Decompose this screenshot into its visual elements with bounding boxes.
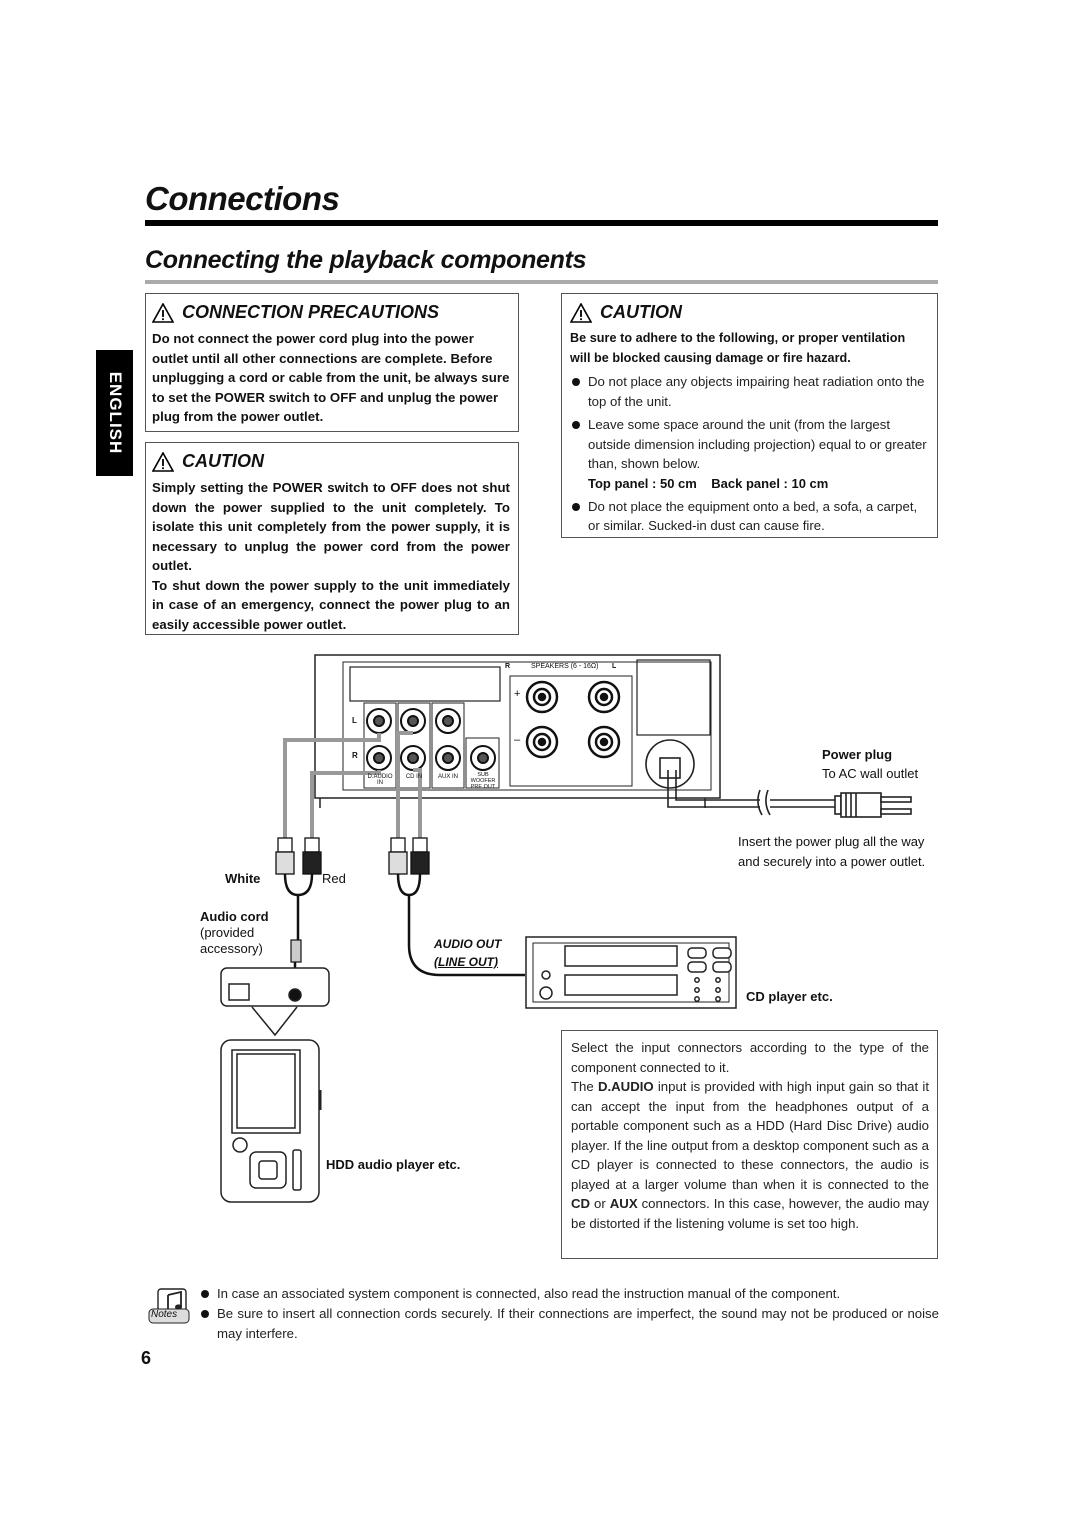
input-info-box bbox=[561, 1030, 938, 1259]
warning-icon bbox=[570, 303, 592, 323]
caution-left-para1: Simply setting the POWER switch to OFF does not shut down the power supplied to the unit completely. To isolate this unit completely from the power supply, it is necessary to unplug the power cord from the power outlet. bbox=[152, 480, 510, 573]
list-item: Do not place any objects impairing heat radiation onto the top of the unit. bbox=[570, 372, 929, 411]
page-title: Connections bbox=[145, 180, 340, 217]
input-label-daudio: D.AUDIO IN bbox=[367, 774, 393, 786]
info-text-cd: CD bbox=[571, 1196, 591, 1211]
caution-left-para2: To shut down the power supply to the unit immediately in case of an emergency, connect the power plug to an easily accessible power outlet. bbox=[152, 577, 510, 632]
precautions-heading bbox=[152, 302, 510, 323]
input-label-cd: CD IN bbox=[405, 774, 423, 780]
precautions-text: Do not connect the power cord plug into the power outlet until all other connections are complete. Before unplugging a cord or cable from the unit, be always sure to set the POWER switch to OFF and unplug the power plug from the power outlet. bbox=[152, 331, 510, 424]
caution-right-list-2 bbox=[570, 497, 929, 536]
speaker-l-label: L bbox=[612, 663, 617, 670]
minus-label: – bbox=[514, 734, 521, 746]
cd-player-label: CD player etc. bbox=[746, 989, 833, 1004]
channel-r-label: R bbox=[352, 751, 358, 760]
red-label: Red bbox=[322, 871, 346, 886]
insert-note: Insert the power plug all the way and securely into a power outlet. bbox=[738, 834, 926, 869]
panel-spacing: Top panel : 50 cm Back panel : 10 cm bbox=[588, 475, 829, 491]
list-item: Leave some space around the unit (from the largest outside dimension including projection) equal to or greater than, shown below. bbox=[570, 415, 929, 474]
line-out-label: (LINE OUT) bbox=[434, 955, 498, 969]
connection-precautions-box bbox=[145, 293, 519, 432]
audio-cord-label: Audio cord bbox=[200, 909, 269, 924]
ac-outlet-label: To AC wall outlet bbox=[822, 766, 919, 781]
plus-label: + bbox=[514, 688, 521, 700]
caution-box-left bbox=[145, 442, 519, 635]
rca-jacks bbox=[367, 709, 495, 770]
info-text: or bbox=[590, 1196, 610, 1211]
speaker-r-label: R bbox=[505, 663, 511, 670]
caution-right-intro: Be sure to adhere to the following, or proper ventilation will be blocked causing damage or fire hazard. bbox=[570, 331, 906, 365]
audio-out-label: AUDIO OUT bbox=[434, 937, 502, 951]
notes-icon-label: Notes bbox=[151, 1309, 178, 1320]
notes-icon bbox=[148, 1287, 192, 1327]
list-item: Do not place the equipment onto a bed, a sofa, a carpet, or similar. Sucked-in dust can cause fire. bbox=[570, 497, 929, 536]
speakers-label: SPEAKERS (6 - 16Ω) bbox=[531, 663, 599, 670]
caution-title-right: CAUTION bbox=[600, 302, 682, 322]
caution-heading-left bbox=[152, 451, 510, 472]
info-text: The bbox=[571, 1079, 598, 1094]
info-text-aux: AUX bbox=[609, 1196, 638, 1211]
speaker-terminals bbox=[527, 682, 619, 757]
info-para-2 bbox=[571, 1077, 929, 1233]
hdd-player-label: HDD audio player etc. bbox=[326, 1157, 461, 1172]
section-rule bbox=[145, 280, 938, 284]
info-text: connectors. In this case, however, the audio may be distorted if the listening volume is set too high. bbox=[571, 1196, 929, 1231]
white-label: White bbox=[225, 871, 261, 886]
caution-title-left: CAUTION bbox=[182, 451, 264, 471]
input-label-subwoofer: SUB WOOFER PRE OUT bbox=[470, 772, 496, 790]
warning-icon bbox=[152, 452, 174, 472]
list-item: In case an associated system component is connected, also read the instruction manual of the component. bbox=[199, 1284, 939, 1304]
section-title: Connecting the playback components bbox=[145, 246, 587, 274]
caution-box-right bbox=[561, 293, 938, 538]
caution-right-list bbox=[570, 372, 929, 474]
notes-list bbox=[199, 1284, 939, 1344]
info-text: input is provided with high input gain so that it can accept the input from the headphones output of a portable component such as a HDD (Hard Disc Drive) audio player. If the line output from a desktop component such as a CD player is connected to these connectors, the audio is played at a larger volume than when it is connected to the bbox=[571, 1079, 930, 1192]
rca-plugs bbox=[276, 838, 429, 874]
audio-cord-note-2: accessory) bbox=[200, 941, 263, 956]
info-text-daudio: D.AUDIO bbox=[597, 1079, 654, 1094]
audio-cord-note-1: (provided bbox=[200, 925, 255, 940]
hdd-player bbox=[221, 968, 329, 1202]
language-tab-label: ENGLISH bbox=[105, 371, 125, 455]
input-label-aux: AUX IN bbox=[437, 774, 458, 780]
language-tab bbox=[96, 350, 133, 476]
page-number: 6 bbox=[141, 1348, 152, 1368]
channel-l-label: L bbox=[352, 716, 357, 725]
power-plug-label: Power plug bbox=[822, 747, 893, 762]
warning-icon bbox=[152, 303, 174, 323]
info-para-1: Select the input connectors according to the type of the component connected to it. bbox=[571, 1040, 929, 1075]
precautions-title: CONNECTION PRECAUTIONS bbox=[182, 302, 440, 322]
mini-plug bbox=[291, 940, 301, 962]
list-item: Be sure to insert all connection cords securely. If their connections are imperfect, the sound may not be produced or noise may interfere. bbox=[199, 1304, 939, 1344]
title-rule bbox=[145, 220, 938, 226]
caution-heading-right bbox=[570, 302, 929, 323]
cd-player bbox=[526, 937, 736, 1008]
audio-cables bbox=[285, 733, 420, 838]
